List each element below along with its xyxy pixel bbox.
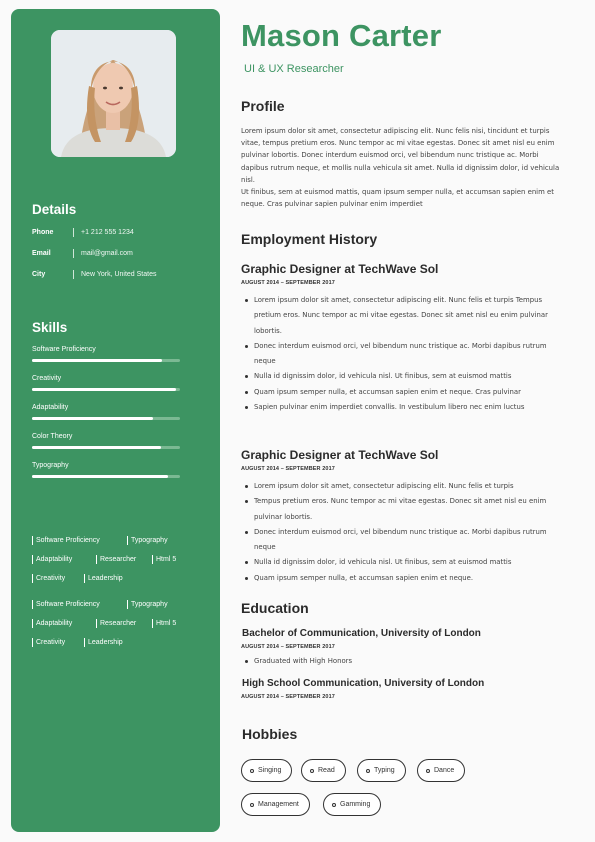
bullet-item: Donec interdum euismod orci, vel bibendum nunc tristique ac. Morbi dapibus rutrum neque <box>244 339 564 370</box>
skill-bar-fill <box>32 475 168 478</box>
skill-tag: Creativity <box>32 574 65 583</box>
bullet-item: Lorem ipsum dolor sit amet, consectetur adipiscing elit. Nunc felis et turpis <box>244 479 564 494</box>
skill-item <box>32 432 180 449</box>
bullet-item: Nulla id dignissim dolor, id vehicula nisl. Ut finibus, sem at euismod mattis <box>244 369 564 384</box>
employment-heading: Employment History <box>241 231 378 247</box>
job-bullets <box>244 293 564 415</box>
bullet-item: Quam ipsum semper nulla, et accumsan sapien enim et neque. Cras pulvinar <box>244 385 564 400</box>
sidebar <box>11 9 220 832</box>
detail-value: New York, United States <box>81 270 157 278</box>
skill-tag: Html 5 <box>152 555 176 564</box>
job-title: Graphic Designer at TechWave Sol <box>241 448 439 462</box>
skill-label: Color Theory <box>32 433 73 440</box>
circle-icon <box>310 769 314 773</box>
skill-item <box>32 374 180 391</box>
detail-divider <box>73 228 74 237</box>
skill-label: Software Proficiency <box>32 346 96 353</box>
skill-label: Adaptability <box>32 404 69 411</box>
circle-icon <box>250 803 254 807</box>
hobby-label: Singing <box>258 767 282 774</box>
skill-bar-fill <box>32 359 162 362</box>
bullet-item: Quam ipsum semper nulla, et accumsan sapien enim et neque. <box>244 571 564 586</box>
hobby-chip <box>301 759 346 782</box>
skill-bar <box>32 446 180 449</box>
skill-item <box>32 403 180 420</box>
detail-label: Email <box>32 249 51 257</box>
detail-label: City <box>32 270 46 278</box>
skill-tag: Adaptability <box>32 555 72 564</box>
skill-bar <box>32 359 180 362</box>
profile-paragraph: Lorem ipsum dolor sit amet, consectetur adipiscing elit. Nunc felis nisi, tincidunt et turpis vitae, tempus pretium eros. Nunc tempor ac mi vitae egestas. Donec sit amet nisl eu enim pulvinar lobortis. Donec interdum euismod orci, vel bibendum nunc tristique ac. Morbi dapibus rutrum neque, et mollis nulla vehicula sit amet. Nulla id dignissim dolor, id vehicula nisl. <box>241 127 560 184</box>
detail-divider <box>73 249 74 258</box>
education-title: High School Communication, University of London <box>242 678 485 689</box>
circle-icon <box>250 769 254 773</box>
skill-bar <box>32 417 180 420</box>
skill-tag: Software Proficiency <box>32 600 100 609</box>
detail-label: Phone <box>32 228 54 236</box>
skill-tag: Adaptability <box>32 619 72 628</box>
bullet-item: Donec interdum euismod orci, vel bibendum nunc tristique ac. Morbi dapibus rutrum neque <box>244 525 564 556</box>
detail-value: +1 212 555 1234 <box>81 228 134 236</box>
profile-text <box>241 125 567 210</box>
bullet-item: Sapien pulvinar enim imperdiet convallis. In vestibulum libero nec enim luctus <box>244 400 564 415</box>
education-dates: AUGUST 2014 – SEPTEMBER 2017 <box>241 694 335 700</box>
skill-label: Creativity <box>32 375 62 382</box>
circle-icon <box>332 803 336 807</box>
hobby-chip <box>241 759 292 782</box>
detail-phone <box>32 226 134 238</box>
circle-icon <box>426 769 430 773</box>
skill-tag: Researcher <box>96 619 136 628</box>
skill-bar-fill <box>32 388 176 391</box>
hobby-label: Dance <box>434 767 455 774</box>
profile-photo <box>51 30 176 157</box>
hobby-chip <box>417 759 465 782</box>
skill-tag: Typography <box>127 600 168 609</box>
detail-email <box>32 247 133 259</box>
education-dates: AUGUST 2014 – SEPTEMBER 2017 <box>241 644 335 650</box>
skill-label: Typography <box>32 462 69 469</box>
hobby-chip <box>241 793 310 816</box>
detail-divider <box>73 270 74 279</box>
skill-bar-fill <box>32 417 153 420</box>
skill-item <box>32 345 180 362</box>
skill-item <box>32 461 180 478</box>
hobby-chip <box>357 759 406 782</box>
job-dates: AUGUST 2014 – SEPTEMBER 2017 <box>241 466 335 472</box>
skill-tag: Html 5 <box>152 619 176 628</box>
candidate-title: UI & UX Researcher <box>244 63 344 75</box>
hobby-label: Gamming <box>340 801 371 808</box>
hobby-label: Read <box>318 767 335 774</box>
hobby-chip <box>323 793 381 816</box>
hobby-label: Management <box>258 801 299 808</box>
circle-icon <box>366 769 370 773</box>
bullet-item: Nulla id dignissim dolor, id vehicula nisl. Ut finibus, sem at euismod mattis <box>244 555 564 570</box>
job-dates: AUGUST 2014 – SEPTEMBER 2017 <box>241 280 335 286</box>
skill-tag: Software Proficiency <box>32 536 100 545</box>
details-heading: Details <box>32 202 77 217</box>
education-heading: Education <box>241 600 309 616</box>
skill-tag: Typography <box>127 536 168 545</box>
profile-paragraph: Ut finibus, sem at euismod mattis, quam ipsum semper nulla, et accumsan sapien enim et neque. Cras pulvinar sapien pulvinar enim imperdiet <box>241 188 554 209</box>
bullet-item: Lorem ipsum dolor sit amet, consectetur adipiscing elit. Nunc felis et turpis Tempus pretium eros. Nunc tempor ac mi vitae egestas. Donec sit amet nisl eu enim pulvinar lobortis. <box>244 293 564 339</box>
skill-tag: Leadership <box>84 638 123 647</box>
education-title: Bachelor of Communication, University of London <box>242 628 481 639</box>
education-bullets <box>244 654 564 669</box>
skill-bar <box>32 475 180 478</box>
skill-bar-fill <box>32 446 161 449</box>
bullet-item: Graduated with High Honors <box>244 654 564 669</box>
bullet-item: Tempus pretium eros. Nunc tempor ac mi vitae egestas. Donec sit amet nisl eu enim pulvinar lobortis. <box>244 494 564 525</box>
hobby-label: Typing <box>374 767 395 774</box>
skill-bar <box>32 388 180 391</box>
skills-heading: Skills <box>32 320 68 335</box>
skill-tag: Leadership <box>84 574 123 583</box>
email-link[interactable]: mail@gmail.com <box>81 249 133 257</box>
hobbies-heading: Hobbies <box>242 726 298 742</box>
job-bullets <box>244 479 564 586</box>
profile-heading: Profile <box>241 98 285 114</box>
candidate-name: Mason Carter <box>241 18 442 53</box>
detail-city <box>32 268 157 280</box>
skill-tag: Creativity <box>32 638 65 647</box>
skill-tag: Researcher <box>96 555 136 564</box>
job-title: Graphic Designer at TechWave Sol <box>241 262 439 276</box>
